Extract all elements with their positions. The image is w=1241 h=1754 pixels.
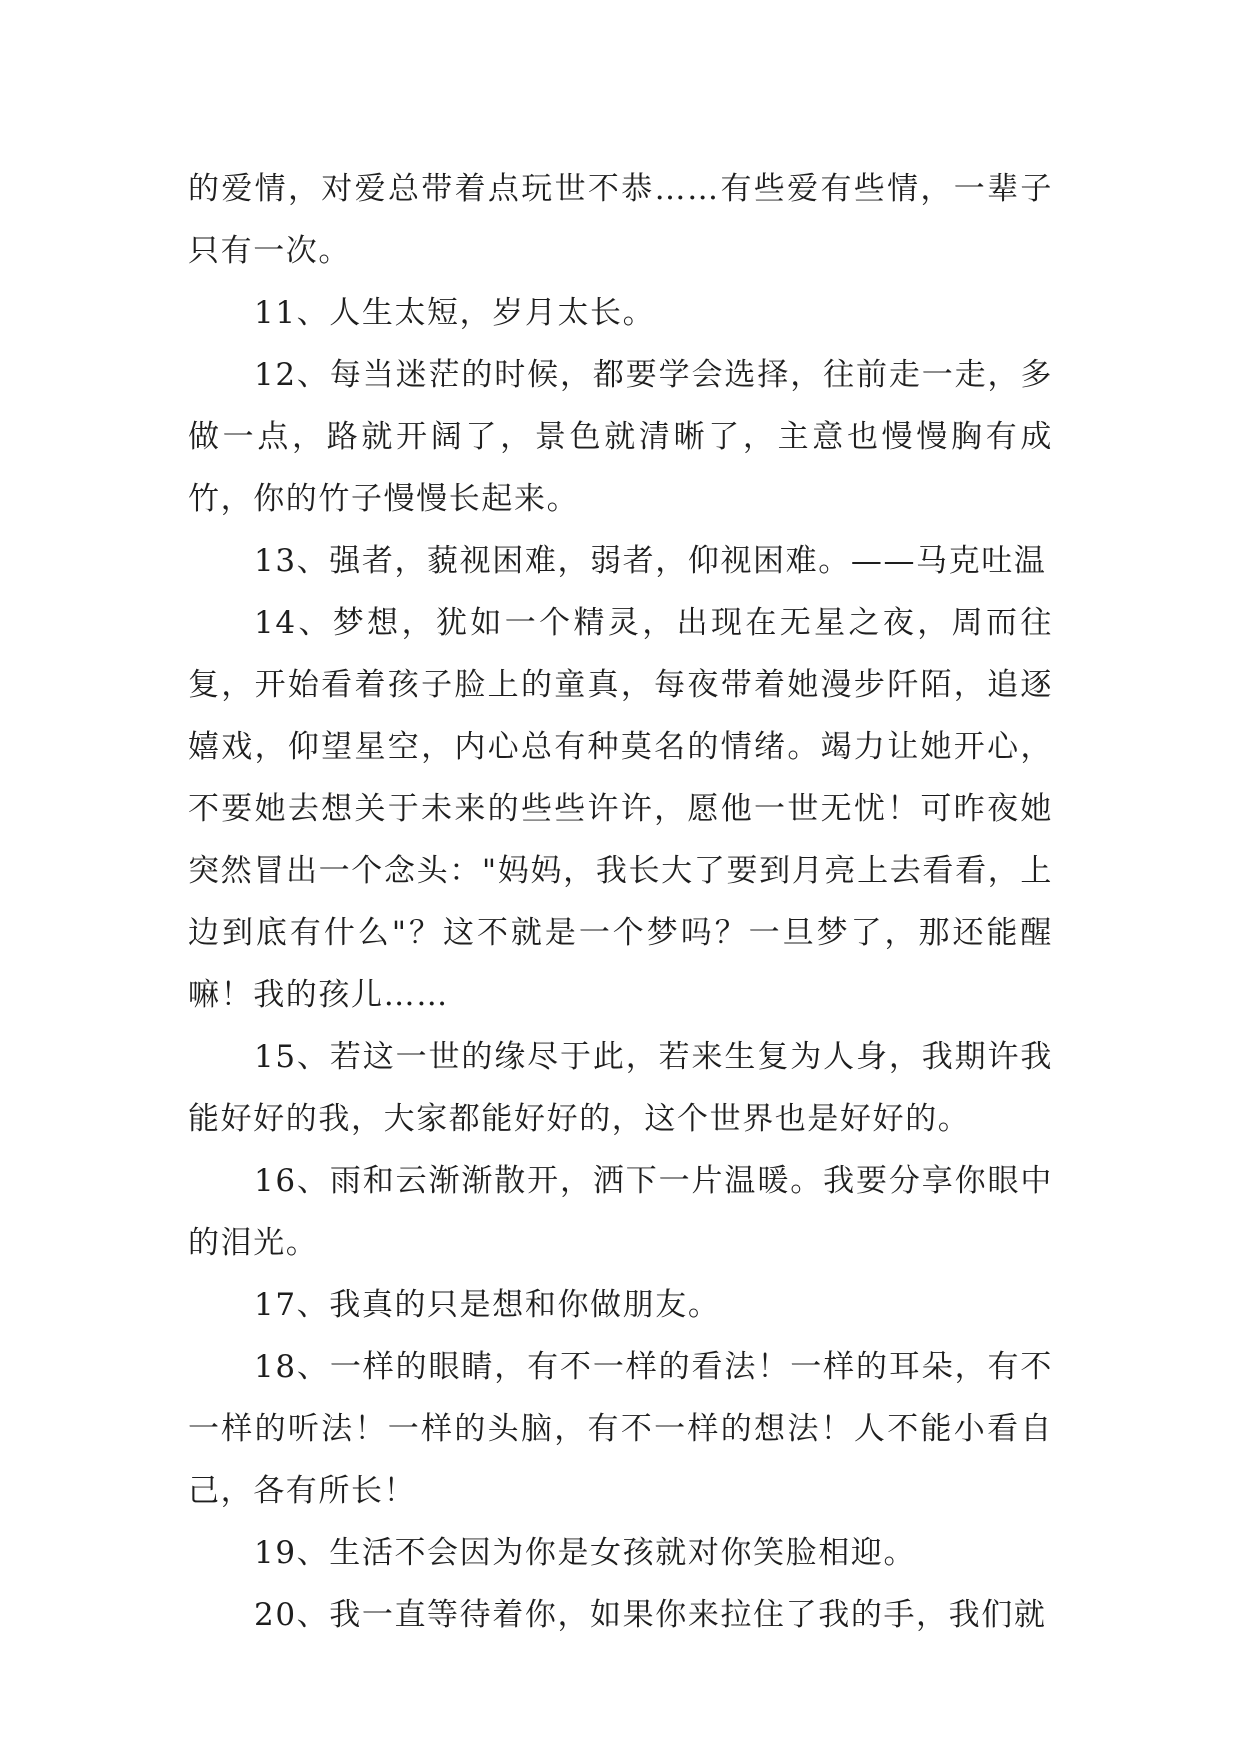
paragraph-19: 19、生活不会因为你是女孩就对你笑脸相迎。 — [254, 1535, 917, 1571]
paragraph-12: 12、每当迷茫的时候，都要学会选择，往前走一走，多做一点，路就开阔了，景色就清晰了，主意也慢慢胸有成竹，你的竹子慢慢长起来。 — [188, 357, 1053, 517]
paragraph-17: 17、我真的只是想和你做朋友。 — [254, 1287, 721, 1323]
paragraph-14: 14、梦想，犹如一个精灵，出现在无星之夜，周而往复，开始看着孩子脸上的童真，每夜带着她漫步阡陌，追逐嬉戏，仰望星空，内心总有种莫名的情绪。竭力让她开心，不要她去想关于未来的些些许许，愿他一世无忧！可昨夜她突然冒出一个念头："妈妈，我长大了要到月亮上去看看，上边到底有什么"？这不就是一个梦吗？一旦梦了，那还能醒嘛！我的孩儿…… — [188, 605, 1053, 1013]
paragraph-20: 20、我一直等待着你，如果你来拉住了我的手，我们就 — [254, 1597, 1047, 1633]
document-body — [188, 158, 1053, 1646]
paragraph-13: 13、强者，藐视困难，弱者，仰视困难。——马克吐温 — [254, 543, 1047, 579]
paragraph-18: 18、一样的眼睛，有不一样的看法！一样的耳朵，有不一样的听法！一样的头脑，有不一样的想法！人不能小看自己，各有所长！ — [188, 1349, 1053, 1509]
paragraph-continuation: 的爱情，对爱总带着点玩世不恭……有些爱有些情，一辈子只有一次。 — [188, 171, 1053, 269]
paragraph-16: 16、雨和云渐渐散开，洒下一片温暖。我要分享你眼中的泪光。 — [188, 1163, 1053, 1261]
paragraph-15: 15、若这一世的缘尽于此，若来生复为人身，我期许我能好好的我，大家都能好好的，这个世界也是好好的。 — [188, 1039, 1053, 1137]
paragraph-11: 11、人生太短，岁月太长。 — [254, 295, 656, 331]
